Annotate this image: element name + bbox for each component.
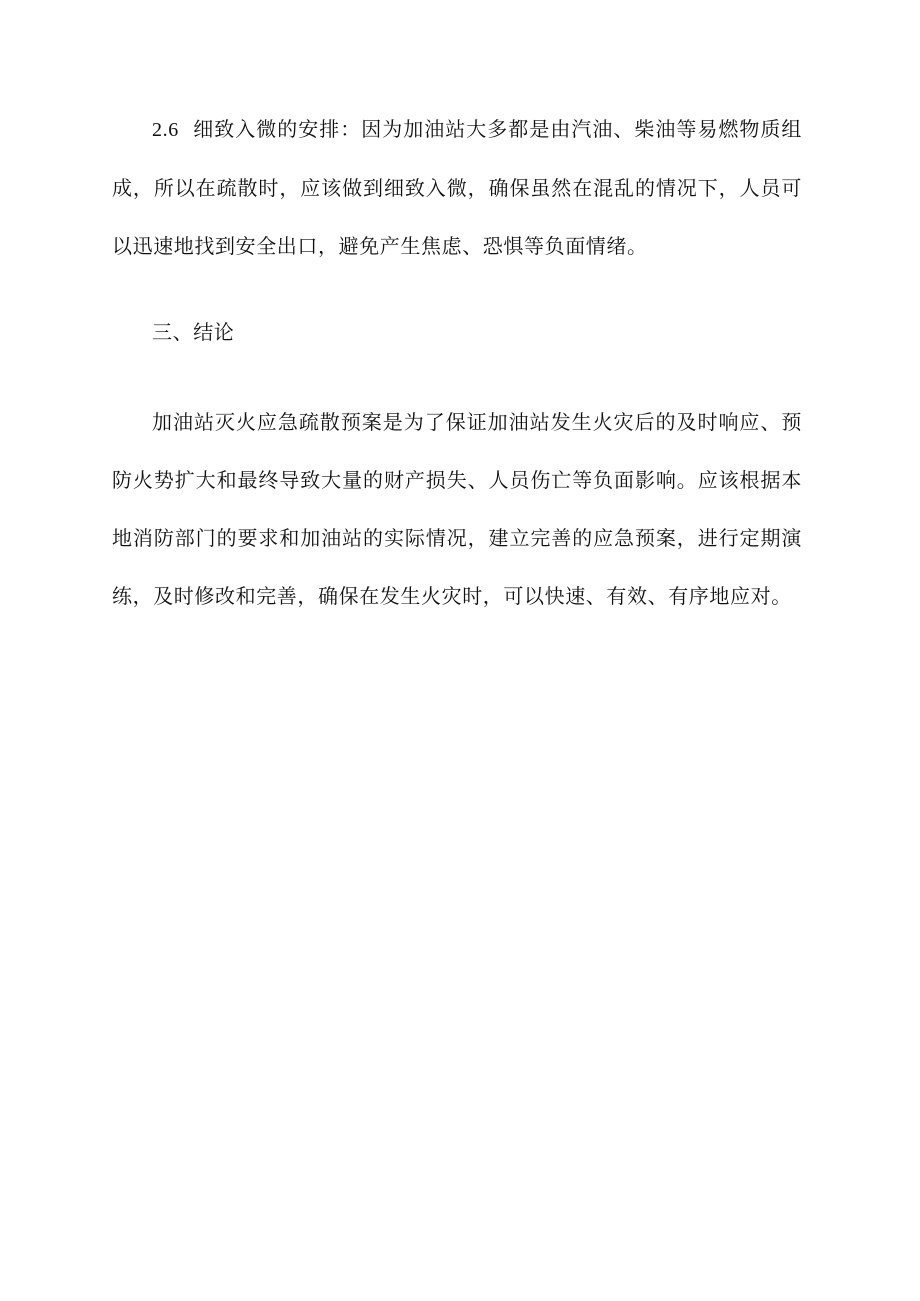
conclusion-heading: 三、结论: [152, 320, 235, 344]
section-2-6-text: 细致入微的安排：因为加油站大多都是由汽油、柴油等易燃物质组成，所以在疏散时，应该做到细致入微，确保虽然在混乱的情况下，人员可以迅速地找到安全出口，避免产生焦虑、恐惧等负面情绪。: [112, 117, 802, 258]
section-number: 2.6: [152, 119, 179, 141]
section-2-6-paragraph: [112, 100, 802, 275]
conclusion-paragraph: 加油站灭火应急疏散预案是为了保证加油站发生火灾后的及时响应、预防火势扩大和最终导致大量的财产损失、人员伤亡等负面影响。应该根据本地消防部门的要求和加油站的实际情况，建立完善的应急预案，进行定期演练，及时修改和完善，确保在发生火灾时，可以快速、有效、有序地应对。: [112, 410, 802, 608]
